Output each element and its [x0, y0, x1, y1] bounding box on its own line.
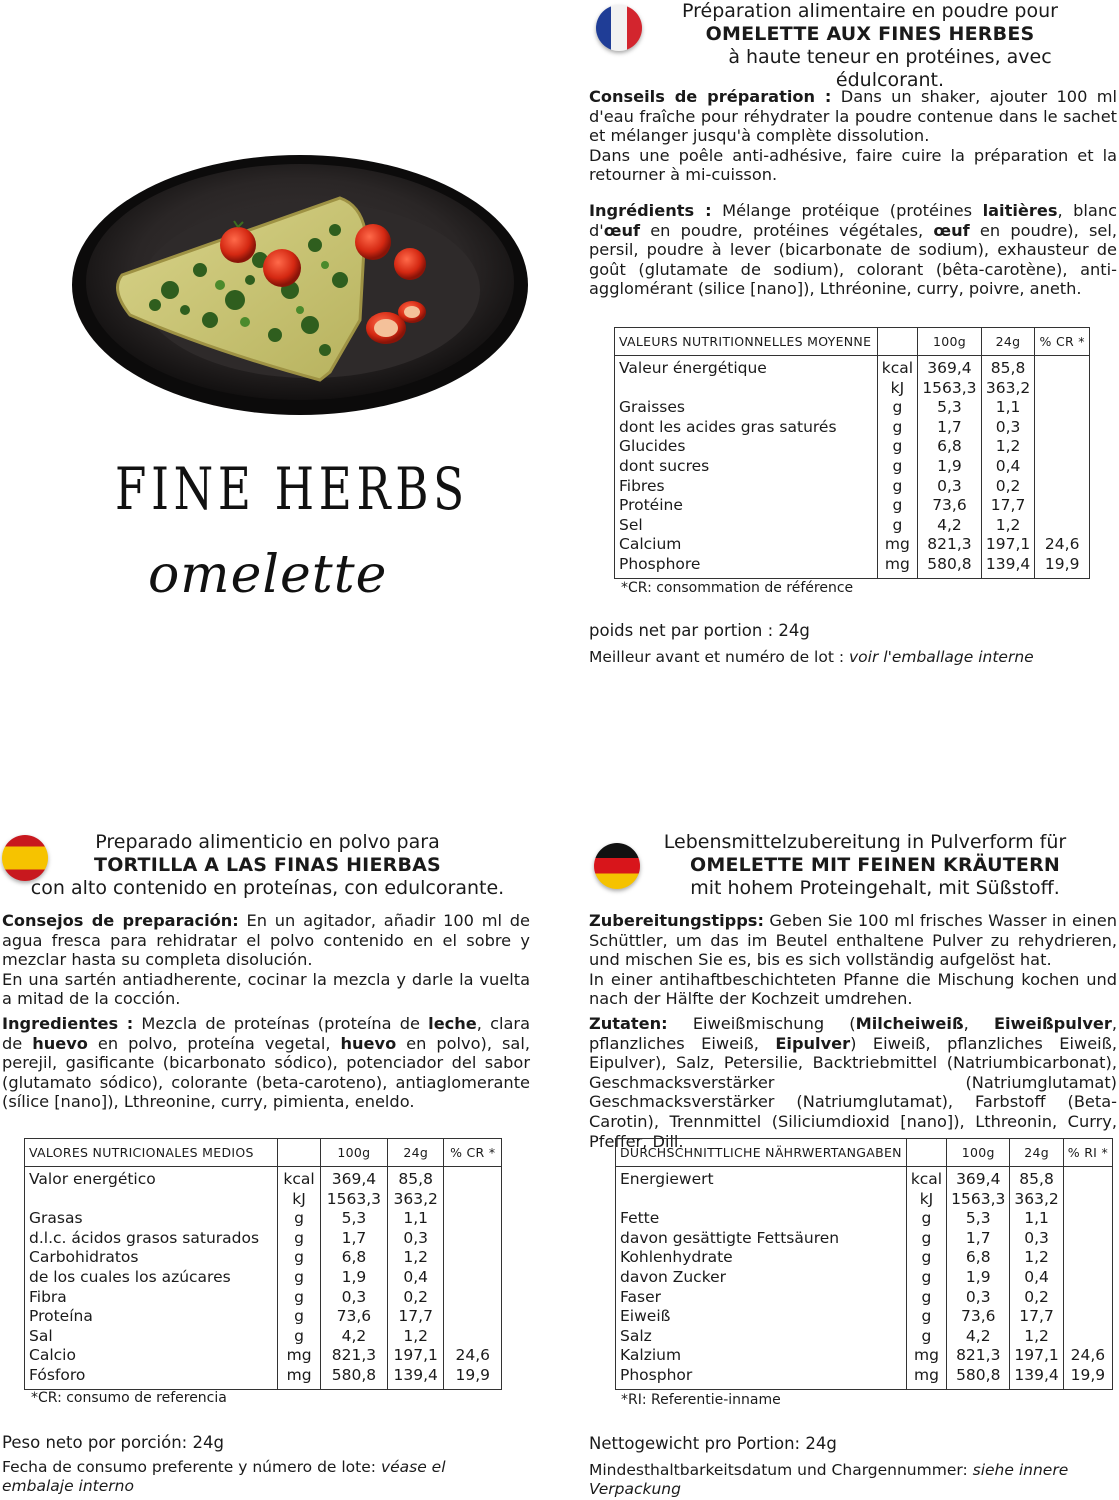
es-nutrition-header-cell: 100g — [320, 1139, 387, 1167]
es-prep-text2: En una sartén antiadherente, cocinar la mezcla y darle la vuelta a mitad de la cocción. — [2, 969, 530, 1009]
de-nutrition-cell: 24,6 — [1070, 1346, 1106, 1365]
de-nutrition-cell: 1,1 — [1010, 1209, 1063, 1229]
es-ingredients-paragraph: Ingredientes : Mezcla de proteínas (proteína de leche, clara de huevo en polvo, proteína vegetal, huevo en polvo), sal, perejil, gasificante (bicarbonato sódico), potenciador del sabor (glutamato sódico), colorante (beta-caroteno), antiaglomerante (sílice [nano]), Lthreonine, curry, pimienta, eneldo. — [2, 1014, 530, 1112]
de-nutrition-cell: 0,2 — [1010, 1288, 1063, 1308]
fr-nutrition-cell: Graisses — [615, 398, 878, 418]
es-prep-text: En un agitador, añadir 100 ml de agua fresca para rehidratar el polvo contenido en el sobre y mezclar hasta su completa disolución. — [2, 911, 531, 970]
es-header-line1: Preparado alimenticio en polvo para — [95, 831, 440, 853]
es-nutrition-cell: 139,4 — [387, 1366, 444, 1389]
de-nutrition-cell: 1,7 — [947, 1229, 1010, 1249]
fr-header — [600, 0, 1100, 92]
de-nutrition-row — [616, 1366, 1113, 1389]
de-nutrition-row — [616, 1268, 1113, 1288]
es-nutrition-cell — [444, 1307, 502, 1327]
es-nutrition-cell: 1,2 — [387, 1327, 444, 1347]
es-header-product-name: TORTILLA A LAS FINAS HIERBAS — [94, 854, 441, 876]
de-nutrition-cell: g — [921, 1248, 932, 1267]
fr-nutrition-cell: g — [892, 398, 903, 417]
fr-nutrition-header-cell — [877, 328, 918, 356]
es-nutrition-cell: g — [294, 1228, 304, 1247]
de-nutrition-row — [616, 1167, 1113, 1190]
es-ingredients-label: Ingredientes : — [2, 1014, 134, 1033]
de-nutrition-cell: mg — [913, 1346, 939, 1365]
es-nutrition-cell: g — [294, 1248, 304, 1267]
fr-nutrition-cell: 1,2 — [981, 516, 1035, 536]
de-nutrition-cell — [1063, 1167, 1112, 1190]
de-nutrition-cell: 6,8 — [947, 1248, 1010, 1268]
fr-nutrition-row — [615, 496, 1090, 516]
es-nutrition-cell: 5,3 — [320, 1209, 387, 1229]
fr-nutrition-header-row — [615, 328, 1090, 356]
de-nutrition-cell: 1,2 — [1010, 1248, 1063, 1268]
fr-nutrition-cell — [1035, 418, 1090, 438]
fr-nutrition-row — [615, 356, 1090, 379]
fr-nutrition-row — [615, 437, 1090, 457]
fr-nutrition-cell: kcal — [881, 359, 914, 377]
es-nutrition-cell: 0,2 — [387, 1288, 444, 1308]
es-nutrition-cell: de los cuales los azúcares — [25, 1268, 278, 1288]
fr-nutrition-cell — [1035, 496, 1090, 516]
fr-nutrition-cell: 580,8 — [918, 555, 982, 578]
fr-ingredients-label: Ingrédients : — [589, 201, 712, 220]
es-nutrition-cell: 85,8 — [387, 1167, 444, 1190]
es-nutrition-row — [25, 1307, 502, 1327]
es-prep-label: Consejos de preparación: — [2, 911, 239, 930]
es-nutrition-cell: 369,4 — [320, 1167, 387, 1190]
de-nutrition-cell — [616, 1190, 907, 1210]
es-header — [0, 831, 535, 900]
fr-nutrition-cell: 0,3 — [981, 418, 1035, 438]
es-header-line3: con alto contenido en proteínas, con edulcorante. — [30, 877, 505, 899]
de-nutrition-cell — [1063, 1248, 1112, 1268]
fr-nutrition-cell: dont les acides gras saturés — [615, 418, 878, 438]
de-header — [600, 831, 1110, 900]
de-nutrition-cell: g — [921, 1267, 932, 1286]
es-nutrition-cell — [444, 1209, 502, 1229]
fr-nutrition-cell: Sel — [615, 516, 878, 536]
fr-nutrition-cell: 1,1 — [981, 398, 1035, 418]
es-nutrition-cell: kJ — [292, 1189, 306, 1208]
de-nutrition-cell — [1063, 1229, 1112, 1249]
es-nutrition-cell: mg — [286, 1365, 312, 1384]
fr-header-line3: à haute teneur en protéines, avec édulcorant. — [728, 46, 1052, 91]
es-net-weight: Peso neto por porción: 24g — [2, 1433, 224, 1452]
fr-prep-text2: Dans une poêle anti-adhésive, faire cuire la préparation et la retourner à mi-cuisson. — [589, 145, 1117, 185]
es-nutrition-cell: 24,6 — [455, 1346, 490, 1365]
fr-nutrition-cell: 0,3 — [918, 477, 982, 497]
de-nutrition-cell: mg — [913, 1365, 939, 1384]
es-nutrition-cell: 0,3 — [320, 1288, 387, 1308]
de-nutrition-cell: 580,8 — [947, 1366, 1010, 1389]
es-nutrition-cell: g — [294, 1267, 304, 1286]
es-best-before: Fecha de consumo preferente y número de lote: véase el embalaje interno — [2, 1458, 446, 1495]
de-nutrition-cell: g — [921, 1287, 932, 1306]
es-nutrition-cell: Fibra — [25, 1288, 278, 1308]
de-nutrition-cell: 85,8 — [1010, 1167, 1063, 1190]
fr-nutrition-cell: 1,7 — [918, 418, 982, 438]
fr-nutrition-cell: Protéine — [615, 496, 878, 516]
fr-nutrition-cell: 73,6 — [918, 496, 982, 516]
es-nutrition-header-cell: % CR * — [444, 1139, 502, 1167]
de-nutrition-cell: davon Zucker — [616, 1268, 907, 1288]
fr-nutrition-cell: Phosphore — [615, 555, 878, 578]
de-nutrition-cell — [1063, 1288, 1112, 1308]
fr-nutrition-cell: 1563,3 — [918, 379, 982, 399]
es-nutrition-row — [25, 1268, 502, 1288]
de-nutrition-cell — [1063, 1268, 1112, 1288]
de-nutrition-cell: Energiewert — [616, 1167, 907, 1190]
de-nutrition-cell: 73,6 — [947, 1307, 1010, 1327]
fr-nutrition-cell: mg — [884, 535, 910, 554]
es-nutrition-cell — [444, 1190, 502, 1210]
fr-nutrition-row — [615, 398, 1090, 418]
fr-nutrition-cell: 17,7 — [981, 496, 1035, 516]
de-table-footnote: *RI: Referentie-inname — [621, 1392, 781, 1408]
es-nutrition-cell: g — [294, 1287, 304, 1306]
de-nutrition-header-row — [616, 1139, 1113, 1167]
es-nutrition-cell: Calcio — [25, 1346, 278, 1366]
es-table-footnote: *CR: consumo de referencia — [31, 1390, 227, 1406]
es-nutrition-header-cell: 24g — [387, 1139, 444, 1167]
es-nutrition-cell: Valor energético — [25, 1167, 278, 1190]
fr-ingredients-paragraph: Ingrédients : Mélange protéique (protéines laitières, blanc d'œuf en poudre, protéines végétales, œuf en poudre), sel, persil, poudre à lever (bicarbonate de sodium), exhausteur de goût (glutamate de sodium), colorant (bêta-carotène), anti-agglomérant (silice [nano]), Lthréonine, curry, poivre, aneth. — [589, 201, 1117, 299]
de-nutrition-cell: 197,1 — [1010, 1346, 1063, 1366]
es-nutrition-cell: 1,1 — [387, 1209, 444, 1229]
es-nutrition-cell — [444, 1167, 502, 1190]
fr-nutrition-cell: 1,9 — [918, 457, 982, 477]
es-nutrition-row — [25, 1190, 502, 1210]
fr-nutrition-cell: mg — [884, 554, 910, 573]
fr-table-footnote: *CR: consommation de référence — [621, 580, 854, 596]
es-nutrition-cell: d.l.c. ácidos grasos saturados — [25, 1229, 278, 1249]
omelette-logo-script: omelette — [148, 545, 388, 605]
fr-header-product-name: OMELETTE AUX FINES HERBES — [705, 23, 1035, 45]
de-nutrition-row — [616, 1288, 1113, 1308]
fr-nutrition-cell: 4,2 — [918, 516, 982, 536]
fr-nutrition-cell: 0,4 — [981, 457, 1035, 477]
de-nutrition-cell: 0,3 — [947, 1288, 1010, 1308]
de-nutrition-cell: Phosphor — [616, 1366, 907, 1389]
fr-nutrition-header-cell: 24g — [981, 328, 1035, 356]
es-nutrition-cell: 1,9 — [320, 1268, 387, 1288]
es-nutrition-cell: 580,8 — [320, 1366, 387, 1389]
de-nutrition-cell — [1063, 1190, 1112, 1210]
de-nutrition-cell: 19,9 — [1070, 1365, 1106, 1384]
de-nutrition-row — [616, 1307, 1113, 1327]
de-nutrition-row — [616, 1346, 1113, 1366]
de-nutrition-cell: 17,7 — [1010, 1307, 1063, 1327]
de-nutrition-cell: g — [921, 1228, 932, 1247]
de-nutrition-header-cell: % RI * — [1063, 1139, 1112, 1167]
fr-nutrition-row — [615, 379, 1090, 399]
fr-nutrition-row — [615, 477, 1090, 497]
es-nutrition-cell: 1563,3 — [320, 1190, 387, 1210]
fr-nutrition-cell: g — [892, 437, 903, 456]
fr-nutrition-cell: 821,3 — [918, 535, 982, 555]
de-nutrition-cell — [1063, 1209, 1112, 1229]
es-nutrition-cell — [444, 1327, 502, 1347]
es-nutrition-cell: Sal — [25, 1327, 278, 1347]
fr-nutrition-cell: 1,2 — [981, 437, 1035, 457]
fr-nutrition-row — [615, 418, 1090, 438]
es-nutrition-cell: Grasas — [25, 1209, 278, 1229]
es-nutrition-cell — [444, 1229, 502, 1249]
fr-best-before: Meilleur avant et numéro de lot : voir l'emballage interne — [589, 648, 1034, 666]
fr-nutrition-cell: 0,2 — [981, 477, 1035, 497]
de-nutrition-header-cell — [906, 1139, 946, 1167]
de-nutrition-cell: Fette — [616, 1209, 907, 1229]
fr-prep-text: Dans un shaker, ajouter 100 ml d'eau fraîche pour réhydrater la poudre contenue dans le sachet et mélanger jusqu'à complète dissolution. — [589, 87, 1118, 146]
de-nutrition-cell: 821,3 — [947, 1346, 1010, 1366]
fr-nutrition-cell: kJ — [890, 378, 905, 397]
es-nutrition-row — [25, 1346, 502, 1366]
de-prep-text2: In einer antihaftbeschichteten Pfanne die Mischung kochen und nach der Hälfte der Kochzeit umdrehen. — [589, 969, 1117, 1009]
es-nutrition-cell: Proteína — [25, 1307, 278, 1327]
fr-nutrition-row — [615, 516, 1090, 536]
de-nutrition-cell: Salz — [616, 1327, 907, 1347]
de-header-product-name: OMELETTE MIT FEINEN KRÄUTERN — [689, 854, 1061, 876]
de-nutrition-cell: 369,4 — [947, 1167, 1010, 1190]
fr-nutrition-cell — [1035, 477, 1090, 497]
es-nutrition-cell: Fósforo — [25, 1366, 278, 1389]
de-nutrition-header-cell: 100g — [947, 1139, 1010, 1167]
de-nutrition-cell: Kalzium — [616, 1346, 907, 1366]
de-nutrition-cell — [1063, 1327, 1112, 1347]
de-nutrition-header-cell: DURCHSCHNITTLICHE NÄHRWERTANGABEN — [616, 1139, 907, 1167]
de-nutrition-header-cell: 24g — [1010, 1139, 1063, 1167]
de-nutrition-cell: g — [921, 1307, 932, 1326]
es-nutrition-cell: 0,3 — [387, 1229, 444, 1249]
es-nutrition-cell: 363,2 — [387, 1190, 444, 1210]
es-prep-paragraph — [2, 911, 530, 1009]
de-nutrition-cell: 139,4 — [1010, 1366, 1063, 1389]
fr-nutrition-cell — [1035, 356, 1090, 379]
de-header-line3: mit hohem Proteingehalt, mit Süßstoff. — [690, 877, 1060, 899]
es-nutrition-cell: g — [294, 1307, 304, 1326]
de-nutrition-cell: 5,3 — [947, 1209, 1010, 1229]
fr-nutrition-cell — [1035, 516, 1090, 536]
fr-nutrition-cell — [615, 379, 878, 399]
de-nutrition-cell: kcal — [910, 1170, 943, 1188]
fr-nutrition-cell: g — [892, 456, 903, 475]
es-nutrition-cell: 1,2 — [387, 1248, 444, 1268]
de-nutrition-cell: 1563,3 — [947, 1190, 1010, 1210]
fr-nutrition-cell — [1035, 398, 1090, 418]
fr-nutrition-header-cell: % CR * — [1035, 328, 1090, 356]
es-nutrition-row — [25, 1167, 502, 1190]
de-nutrition-cell: kJ — [919, 1189, 934, 1208]
es-nutrition-row — [25, 1366, 502, 1389]
fr-nutrition-table — [614, 327, 1090, 579]
de-nutrition-cell: 4,2 — [947, 1327, 1010, 1347]
fr-prep-paragraph — [589, 87, 1117, 185]
fr-nutrition-cell — [1035, 379, 1090, 399]
de-nutrition-cell: Kohlenhydrate — [616, 1248, 907, 1268]
fr-nutrition-row — [615, 555, 1090, 578]
de-header-line1: Lebensmittelzubereitung in Pulverform für — [663, 831, 1067, 853]
fr-nutrition-cell: 6,8 — [918, 437, 982, 457]
es-nutrition-cell: 0,4 — [387, 1268, 444, 1288]
fine-herbs-logo-text: FINE HERBS — [115, 455, 469, 523]
fr-nutrition-row — [615, 457, 1090, 477]
de-nutrition-table — [615, 1138, 1113, 1390]
de-prep-text: Geben Sie 100 ml frisches Wasser in einen Schüttler, um das im Beutel enthaltene Pulver zu rehydrieren, und mischen Sie es, bis es sich vollständig aufgelöst hat. — [589, 911, 1117, 970]
de-nutrition-cell: 0,4 — [1010, 1268, 1063, 1288]
es-nutrition-header-cell — [278, 1139, 321, 1167]
de-best-before: Mindesthaltbarkeitsdatum und Chargennummer: siehe innere Verpackung — [589, 1461, 1069, 1498]
de-nutrition-row — [616, 1248, 1113, 1268]
fr-nutrition-cell: g — [892, 417, 903, 436]
es-nutrition-cell: 6,8 — [320, 1248, 387, 1268]
de-ingredients-paragraph: Zutaten: Eiweißmischung (Milcheiweiß, Eiweißpulver, pflanzliches Eiweiß, Eipulver) Eiweiß, pflanzliches Eiweiß, Eipulver), Salz, Petersilie, Backtriebmittel (Natriumbicarbonat), Geschmacksverstärker (Natriumglutamat) Geschmacksverstärker (Natriumglutamat), Farbstoff (Beta-Carotin), Trennmittel (Siliciumdioxid [nano]), Lthreonin, Curry, Pfeffer, Dill. — [589, 1014, 1117, 1151]
de-nutrition-row — [616, 1190, 1113, 1210]
es-nutrition-header-cell: VALORES NUTRICIONALES MEDIOS — [25, 1139, 278, 1167]
fr-nutrition-cell: 19,9 — [1044, 554, 1080, 573]
de-nutrition-row — [616, 1327, 1113, 1347]
es-nutrition-cell: 19,9 — [455, 1365, 490, 1384]
es-nutrition-table — [24, 1138, 502, 1390]
es-nutrition-cell: g — [294, 1209, 304, 1228]
de-nutrition-cell: Faser — [616, 1288, 907, 1308]
fr-nutrition-cell: 139,4 — [981, 555, 1035, 578]
de-nutrition-cell: g — [921, 1326, 932, 1345]
es-nutrition-cell: 17,7 — [387, 1307, 444, 1327]
de-nutrition-cell: 363,2 — [1010, 1190, 1063, 1210]
fr-nutrition-cell: Valeur énergétique — [615, 356, 878, 379]
fr-nutrition-cell: Glucides — [615, 437, 878, 457]
de-net-weight: Nettogewicht pro Portion: 24g — [589, 1434, 837, 1453]
es-nutrition-row — [25, 1209, 502, 1229]
es-nutrition-cell: mg — [286, 1346, 312, 1365]
es-nutrition-cell — [444, 1288, 502, 1308]
fr-nutrition-cell: 85,8 — [981, 356, 1035, 379]
de-nutrition-cell: g — [921, 1209, 932, 1228]
es-nutrition-cell: 1,7 — [320, 1229, 387, 1249]
fr-nutrition-cell: 363,2 — [981, 379, 1035, 399]
fr-nutrition-cell: g — [892, 496, 903, 515]
de-nutrition-cell: Eiweiß — [616, 1307, 907, 1327]
es-nutrition-cell — [444, 1268, 502, 1288]
de-nutrition-cell: 1,2 — [1010, 1327, 1063, 1347]
es-nutrition-cell: 821,3 — [320, 1346, 387, 1366]
fr-prep-label: Conseils de préparation : — [589, 87, 832, 106]
fr-header-line1: Préparation alimentaire en poudre pour — [682, 0, 1058, 22]
es-nutrition-cell — [25, 1190, 278, 1210]
fr-nutrition-cell: dont sucres — [615, 457, 878, 477]
es-nutrition-cell: 73,6 — [320, 1307, 387, 1327]
fr-nutrition-cell: 369,4 — [918, 356, 982, 379]
fr-nutrition-cell: 24,6 — [1044, 535, 1080, 554]
fr-nutrition-cell: g — [892, 515, 903, 534]
de-ingredients-label: Zutaten: — [589, 1014, 668, 1033]
de-nutrition-cell — [1063, 1307, 1112, 1327]
de-nutrition-cell: 1,9 — [947, 1268, 1010, 1288]
fr-nutrition-cell: 5,3 — [918, 398, 982, 418]
es-nutrition-row — [25, 1288, 502, 1308]
es-nutrition-cell: Carbohidratos — [25, 1248, 278, 1268]
es-nutrition-cell — [444, 1248, 502, 1268]
fr-nutrition-cell — [1035, 437, 1090, 457]
de-nutrition-row — [616, 1209, 1113, 1229]
es-nutrition-cell: g — [294, 1326, 304, 1345]
es-nutrition-cell: 4,2 — [320, 1327, 387, 1347]
fr-net-weight: poids net par portion : 24g — [589, 621, 810, 640]
es-nutrition-row — [25, 1229, 502, 1249]
fr-nutrition-cell: Fibres — [615, 477, 878, 497]
es-nutrition-cell: 197,1 — [387, 1346, 444, 1366]
fr-nutrition-cell: g — [892, 476, 903, 495]
es-nutrition-row — [25, 1327, 502, 1347]
de-nutrition-cell: davon gesättigte Fettsäuren — [616, 1229, 907, 1249]
omelette-plate-image — [60, 150, 540, 450]
de-prep-label: Zubereitungstipps: — [589, 911, 764, 930]
de-prep-paragraph — [589, 911, 1117, 1009]
fr-nutrition-header-cell: 100g — [918, 328, 982, 356]
fr-nutrition-header-cell: VALEURS NUTRITIONNELLES MOYENNE — [615, 328, 878, 356]
de-nutrition-cell: 0,3 — [1010, 1229, 1063, 1249]
fr-nutrition-row — [615, 535, 1090, 555]
fr-nutrition-cell: Calcium — [615, 535, 878, 555]
fr-nutrition-cell: 197,1 — [981, 535, 1035, 555]
es-nutrition-header-row — [25, 1139, 502, 1167]
es-nutrition-cell: kcal — [283, 1170, 315, 1188]
fr-nutrition-cell — [1035, 457, 1090, 477]
es-nutrition-row — [25, 1248, 502, 1268]
de-nutrition-row — [616, 1229, 1113, 1249]
